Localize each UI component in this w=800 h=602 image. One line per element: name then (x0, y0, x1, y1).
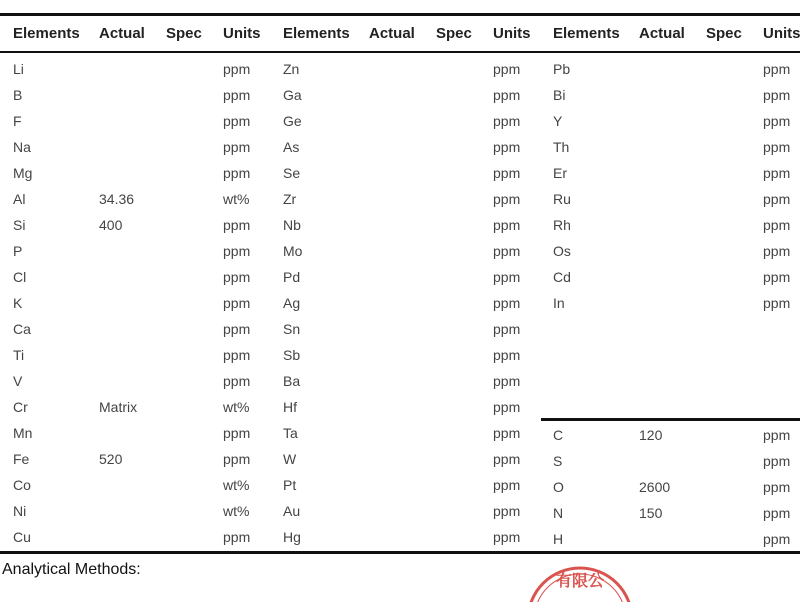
header-actual: Actual (639, 25, 685, 42)
element-cell: Os (553, 243, 571, 259)
element-cell: Zn (283, 61, 300, 77)
actual-value-cell: Matrix (99, 399, 138, 415)
unit-cell: ppm (493, 87, 521, 103)
element-cell: Zr (283, 191, 297, 207)
unit-cell: ppm (493, 451, 521, 467)
unit-cell: ppm (223, 269, 251, 285)
actual-value-cell: 150 (639, 505, 663, 521)
element-cell: N (553, 505, 564, 521)
element-cell: Cr (13, 399, 28, 415)
unit-cell: ppm (493, 113, 521, 129)
unit-cell: ppm (223, 139, 251, 155)
actual-value-cell: 520 (99, 451, 123, 467)
unit-cell: wt% (223, 503, 250, 519)
header-elements: Elements (283, 25, 350, 42)
element-cell: Ag (283, 295, 301, 311)
actual-value-cell: 120 (639, 427, 663, 443)
unit-cell: wt% (223, 477, 250, 493)
unit-cell: ppm (763, 269, 791, 285)
unit-cell: ppm (223, 373, 251, 389)
element-cell: Ge (283, 113, 302, 129)
header-units: Units (493, 25, 531, 42)
unit-cell: ppm (493, 477, 521, 493)
header-units: Units (223, 25, 261, 42)
unit-cell: ppm (493, 503, 521, 519)
element-cell: Mn (13, 425, 33, 441)
unit-cell: ppm (223, 529, 251, 545)
header-units: Units (763, 25, 800, 42)
analytical-methods-label: Analytical Methods: (2, 561, 141, 578)
actual-value-cell: 400 (99, 217, 123, 233)
unit-cell: ppm (763, 165, 791, 181)
header-elements: Elements (13, 25, 80, 42)
header-actual: Actual (99, 25, 145, 42)
element-cell: Sb (283, 347, 301, 363)
unit-cell: ppm (223, 321, 251, 337)
element-cell: O (553, 479, 564, 495)
element-cell: Se (283, 165, 301, 181)
unit-cell: ppm (763, 61, 791, 77)
unit-cell: ppm (763, 427, 791, 443)
unit-cell: ppm (493, 321, 521, 337)
element-cell: Bi (553, 87, 566, 103)
element-cell: C (553, 427, 564, 443)
seal-graphic (515, 562, 645, 602)
unit-cell: ppm (763, 505, 791, 521)
unit-cell: ppm (493, 373, 521, 389)
unit-cell: ppm (493, 529, 521, 545)
unit-cell: ppm (493, 425, 521, 441)
element-cell: Al (13, 191, 26, 207)
header-spec: Spec (166, 25, 202, 42)
header-spec: Spec (706, 25, 742, 42)
unit-cell: ppm (493, 399, 521, 415)
header-bottom-rule (0, 51, 800, 53)
header-spec: Spec (436, 25, 472, 42)
unit-cell: ppm (493, 217, 521, 233)
element-cell: As (283, 139, 300, 155)
header-elements: Elements (553, 25, 620, 42)
svg-text:有限公: 有限公 (555, 571, 605, 590)
element-cell: Co (13, 477, 31, 493)
actual-value-cell: 2600 (639, 479, 671, 495)
element-cell: Si (13, 217, 26, 233)
unit-cell: ppm (763, 113, 791, 129)
unit-cell: ppm (763, 295, 791, 311)
element-cell: H (553, 531, 564, 547)
company-seal (515, 562, 645, 602)
element-cell: S (553, 453, 563, 469)
actual-value-cell: 34.36 (99, 191, 135, 207)
element-cell: Hf (283, 399, 297, 415)
unit-cell: ppm (223, 451, 251, 467)
element-cell: In (553, 295, 565, 311)
unit-cell: ppm (223, 217, 251, 233)
element-cell: Cd (553, 269, 571, 285)
unit-cell: ppm (493, 165, 521, 181)
element-cell: Nb (283, 217, 301, 233)
unit-cell: ppm (763, 243, 791, 259)
element-cell: Cu (13, 529, 31, 545)
element-cell: V (13, 373, 23, 389)
element-cell: Ba (283, 373, 301, 389)
element-cell: Fe (13, 451, 30, 467)
element-cell: Sn (283, 321, 301, 337)
unit-cell: ppm (223, 87, 251, 103)
unit-cell: ppm (223, 61, 251, 77)
element-cell: Cl (13, 269, 27, 285)
element-cell: Ga (283, 87, 302, 103)
unit-cell: wt% (223, 191, 250, 207)
unit-cell: ppm (223, 295, 251, 311)
table-top-rule (0, 13, 800, 16)
unit-cell: wt% (223, 399, 250, 415)
unit-cell: ppm (763, 191, 791, 207)
element-cell: Au (283, 503, 301, 519)
unit-cell: ppm (223, 113, 251, 129)
element-cell: P (13, 243, 23, 259)
unit-cell: ppm (223, 165, 251, 181)
element-cell: Ca (13, 321, 31, 337)
unit-cell: ppm (763, 139, 791, 155)
unit-cell: ppm (763, 479, 791, 495)
element-cell: Er (553, 165, 567, 181)
element-cell: B (13, 87, 23, 103)
element-cell: Mo (283, 243, 303, 259)
element-cell: Ti (13, 347, 25, 363)
element-cell: F (13, 113, 22, 129)
unit-cell: ppm (763, 531, 791, 547)
unit-cell: ppm (493, 243, 521, 259)
element-cell: W (283, 451, 297, 467)
unit-cell: ppm (223, 347, 251, 363)
unit-cell: ppm (493, 295, 521, 311)
element-cell: K (13, 295, 23, 311)
unit-cell: ppm (493, 61, 521, 77)
element-cell: Na (13, 139, 31, 155)
element-cell: Pt (283, 477, 297, 493)
unit-cell: ppm (763, 217, 791, 233)
element-cell: Mg (13, 165, 33, 181)
element-cell: Li (13, 61, 24, 77)
element-cell: Hg (283, 529, 301, 545)
unit-cell: ppm (763, 87, 791, 103)
header-actual: Actual (369, 25, 415, 42)
element-cell: Pb (553, 61, 571, 77)
element-cell: Pd (283, 269, 301, 285)
unit-cell: ppm (223, 243, 251, 259)
gas-section-rule (541, 418, 800, 421)
unit-cell: ppm (493, 269, 521, 285)
element-cell: Ta (283, 425, 298, 441)
element-cell: Y (553, 113, 563, 129)
element-cell: Ni (13, 503, 27, 519)
table-bottom-rule (0, 551, 800, 554)
element-cell: Ru (553, 191, 571, 207)
unit-cell: ppm (493, 347, 521, 363)
unit-cell: ppm (223, 425, 251, 441)
unit-cell: ppm (493, 191, 521, 207)
unit-cell: ppm (493, 139, 521, 155)
element-cell: Rh (553, 217, 571, 233)
element-cell: Th (553, 139, 570, 155)
unit-cell: ppm (763, 453, 791, 469)
